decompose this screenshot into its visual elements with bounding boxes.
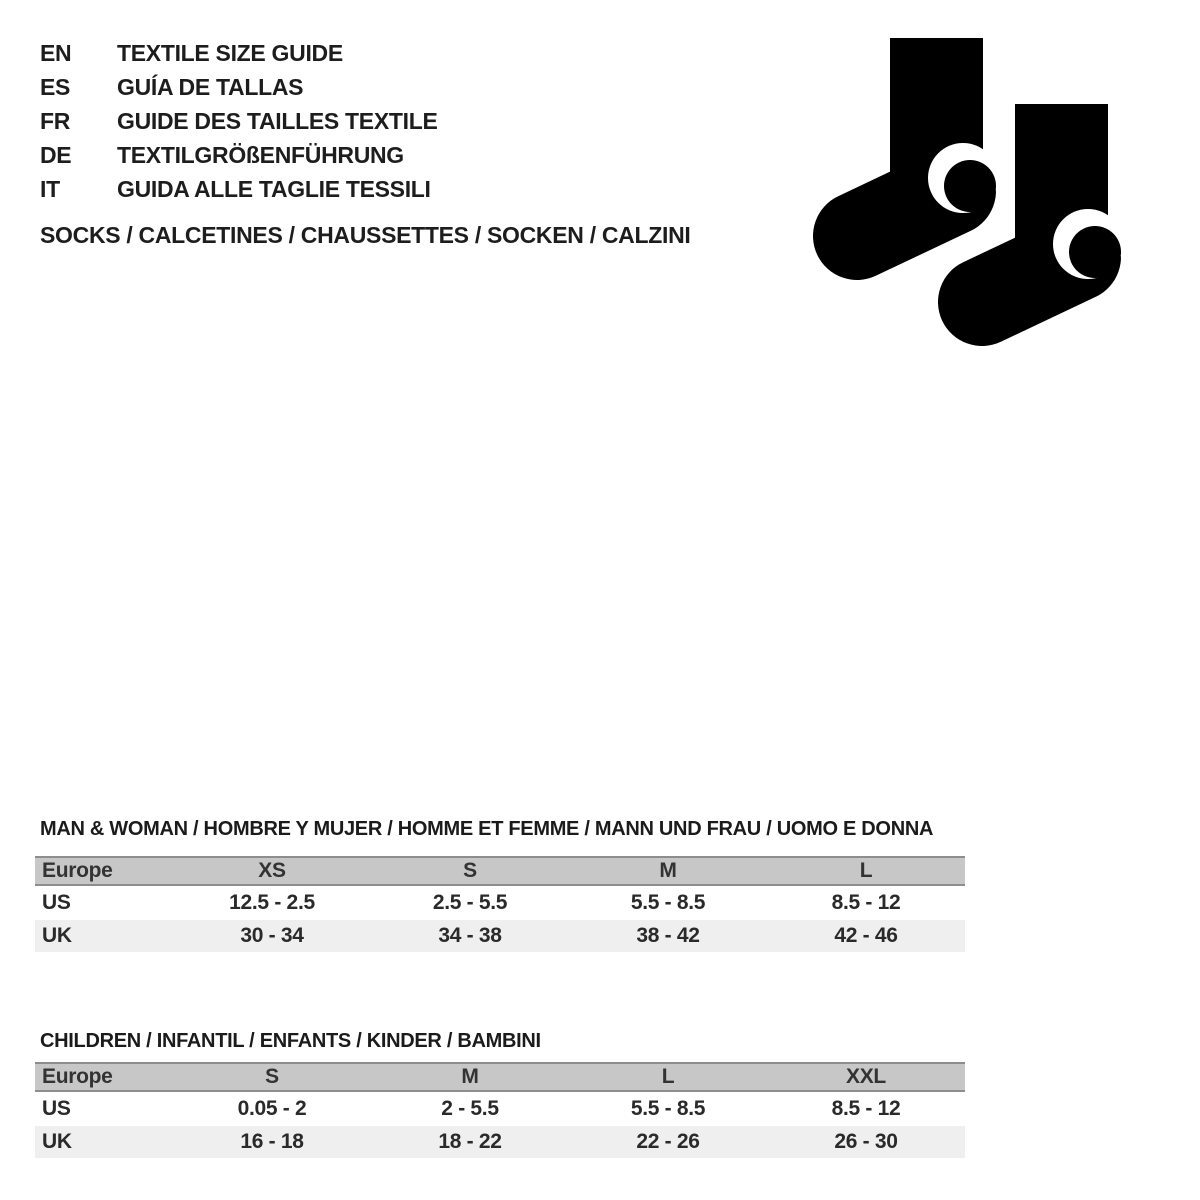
size-cell: 26 - 30: [767, 1126, 965, 1158]
language-title: GUÍA DE TALLAS: [117, 73, 304, 100]
language-line-it: [40, 172, 438, 206]
sock-shape: [982, 104, 1123, 302]
language-title: GUIDE DES TAILLES TEXTILE: [117, 107, 438, 134]
table-row-uk: [35, 1126, 965, 1158]
table-title-man-woman: MAN & WOMAN / HOMBRE Y MUJER / HOMME ET FEMME / MANN UND FRAU / UOMO E DONNA: [40, 818, 934, 840]
language-code: DE: [40, 141, 72, 168]
size-cell: 30 - 34: [173, 920, 371, 952]
row-label: US: [42, 1097, 71, 1120]
size-cell: 18 - 22: [371, 1126, 569, 1158]
column-header-size: L: [767, 857, 965, 885]
sock-shape: [857, 38, 998, 236]
size-table-children: [35, 1062, 965, 1158]
language-line-es: [40, 70, 438, 104]
size-cell: 22 - 26: [569, 1126, 767, 1158]
column-header-size: S: [371, 857, 569, 885]
size-cell: 2.5 - 5.5: [432, 891, 508, 914]
table-header-row: [35, 857, 965, 885]
language-title: TEXTILE SIZE GUIDE: [117, 39, 343, 66]
language-line-de: [40, 138, 438, 172]
size-cell: 16 - 18: [173, 1126, 371, 1158]
size-cell: 5.5 - 8.5: [630, 891, 706, 914]
table-header-row: [35, 1063, 965, 1091]
table-row-us: [35, 885, 965, 920]
size-cell: 5.5 - 8.5: [630, 1097, 706, 1120]
table-row-uk: [35, 920, 965, 952]
language-code: FR: [40, 107, 71, 134]
language-title: TEXTILGRÖßENFÜHRUNG: [117, 141, 404, 168]
language-code: ES: [40, 73, 71, 100]
column-header-size: M: [569, 857, 767, 885]
column-header-size: XS: [173, 857, 371, 885]
category-title: SOCKS / CALCETINES / CHAUSSETTES / SOCKEN / CALZINI: [40, 222, 691, 248]
row-label: UK: [35, 1126, 173, 1158]
size-cell: 42 - 46: [767, 920, 965, 952]
size-cell: 8.5 - 12: [831, 1097, 901, 1120]
language-line-fr: [40, 104, 438, 138]
language-line-en: [40, 36, 438, 70]
column-header-size: L: [569, 1063, 767, 1091]
size-cell: 8.5 - 12: [831, 891, 901, 914]
language-title-block: [40, 36, 438, 206]
column-header-size: XXL: [767, 1063, 965, 1091]
row-label: UK: [35, 920, 173, 952]
size-table-man-woman: [35, 856, 965, 952]
language-title: GUIDA ALLE TAGLIE TESSILI: [117, 175, 431, 202]
table-title-children: CHILDREN / INFANTIL / ENFANTS / KINDER / BAMBINI: [40, 1030, 541, 1052]
column-header-region: Europe: [35, 1063, 173, 1091]
column-header-size: S: [173, 1063, 371, 1091]
column-header-region: Europe: [35, 857, 173, 885]
language-code: EN: [40, 39, 72, 66]
socks-icon: [810, 36, 1125, 348]
size-cell: 0.05 - 2: [237, 1097, 307, 1120]
size-cell: 12.5 - 2.5: [229, 891, 315, 914]
size-cell: 2 - 5.5: [441, 1097, 499, 1120]
size-cell: 34 - 38: [371, 920, 569, 952]
size-cell: 38 - 42: [569, 920, 767, 952]
table-row-us: [35, 1091, 965, 1126]
column-header-size: M: [371, 1063, 569, 1091]
row-label: US: [42, 891, 71, 914]
language-code: IT: [40, 175, 60, 202]
socks-icon-svg: [810, 36, 1125, 348]
